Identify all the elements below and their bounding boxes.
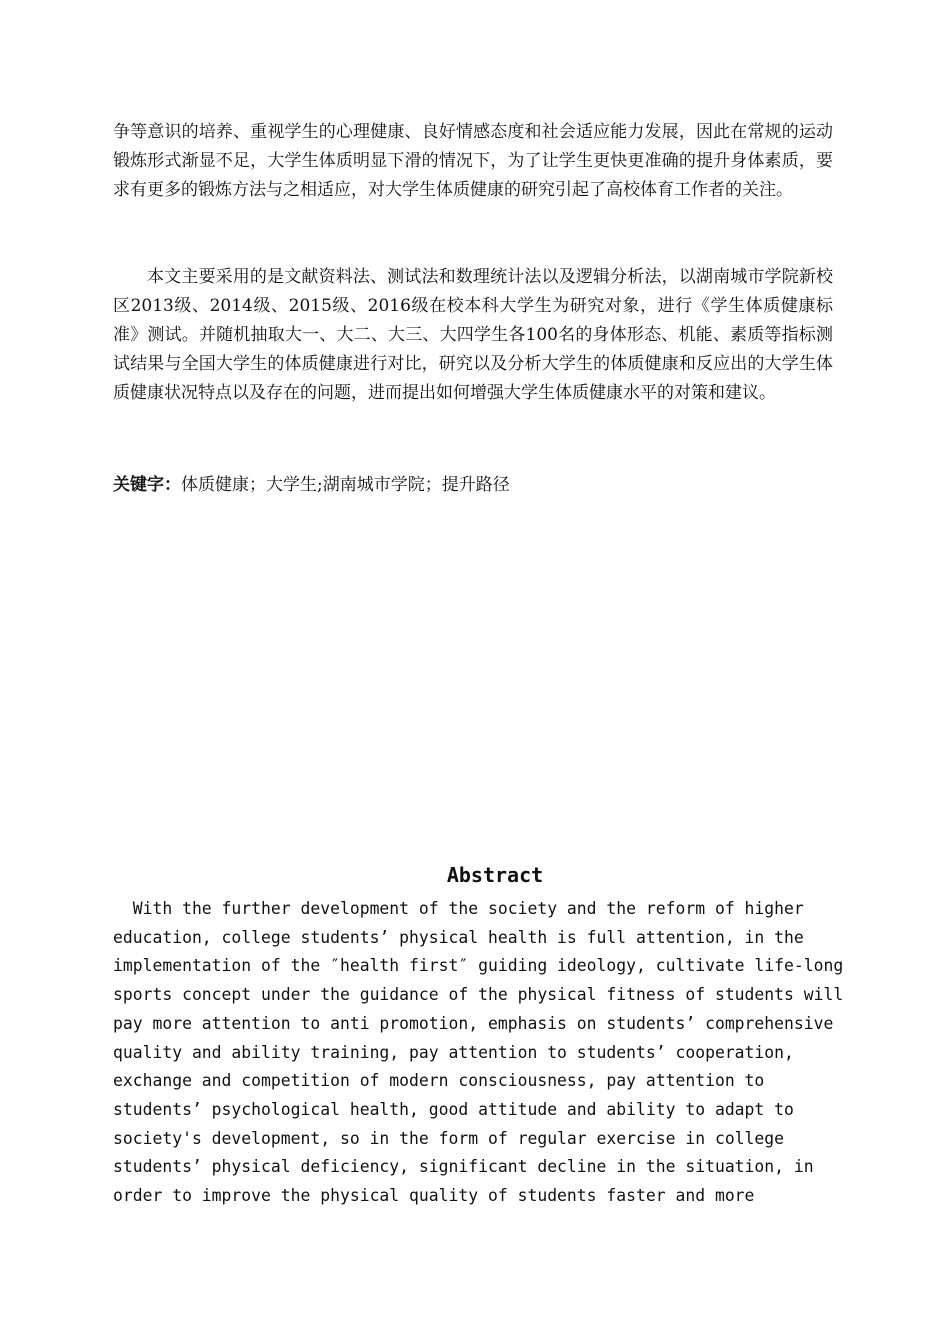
keywords-line	[113, 471, 833, 500]
abstract-line: society's development, so in the form of regular exercise in college	[113, 1128, 785, 1148]
abstract-line: students’ psychological health, good attitude and ability to adapt to	[113, 1099, 794, 1119]
abstract-line: education, college students’ physical health is full attention, in the	[113, 927, 804, 947]
english-abstract-body	[113, 895, 844, 1211]
abstract-line: quality and ability training, pay attention to students’ cooperation,	[113, 1042, 794, 1062]
chinese-abstract-paragraph-2: 本文主要采用的是文献资料法、测试法和数理统计法以及逻辑分析法，以湖南城市学院新校区2013级、2014级、2015级、2016级在校本科大学生为研究对象，进行《学生体质健康标准》测试。并随机抽取大一、大二、大三、大四学生各100名的身体形态、机能、素质等指标测试结果与全国大学生的体质健康进行对比，研究以及分析大学生的体质健康和反应出的大学生体质健康状况特点以及存在的问题，进而提出如何增强大学生体质健康水平的对策和建议。	[113, 267, 833, 403]
abstract-line: pay more attention to anti promotion, emphasis on students’ comprehensive	[113, 1013, 834, 1033]
abstract-line: order to improve the physical quality of students faster and more	[113, 1186, 755, 1206]
keywords-text: 体质健康；大学生;湖南城市学院；提升路径	[181, 475, 510, 495]
abstract-line: With the further development of the society and the reform of higher	[113, 899, 804, 918]
abstract-line: sports concept under the guidance of the physical fitness of students will	[113, 985, 844, 1005]
abstract-title: Abstract	[446, 863, 544, 887]
chinese-abstract-paragraph-1: 争等意识的培养、重视学生的心理健康、良好情感态度和社会适应能力发展，因此在常规的运动锻炼形式渐显不足，大学生体质明显下滑的情况下，为了让学生更快更准确的提升身体素质，要求有更多的锻炼方法与之相适应，对大学生体质健康的研究引起了高校体育工作者的关注。	[113, 122, 833, 200]
abstract-line: students’ physical deficiency, significant decline in the situation, in	[113, 1157, 814, 1177]
abstract-line: exchange and competition of modern consciousness, pay attention to	[113, 1071, 765, 1091]
abstract-line: implementation of the ″health first″ guiding ideology, cultivate life-long	[113, 956, 844, 976]
keywords-label: 关键字：	[113, 475, 181, 495]
